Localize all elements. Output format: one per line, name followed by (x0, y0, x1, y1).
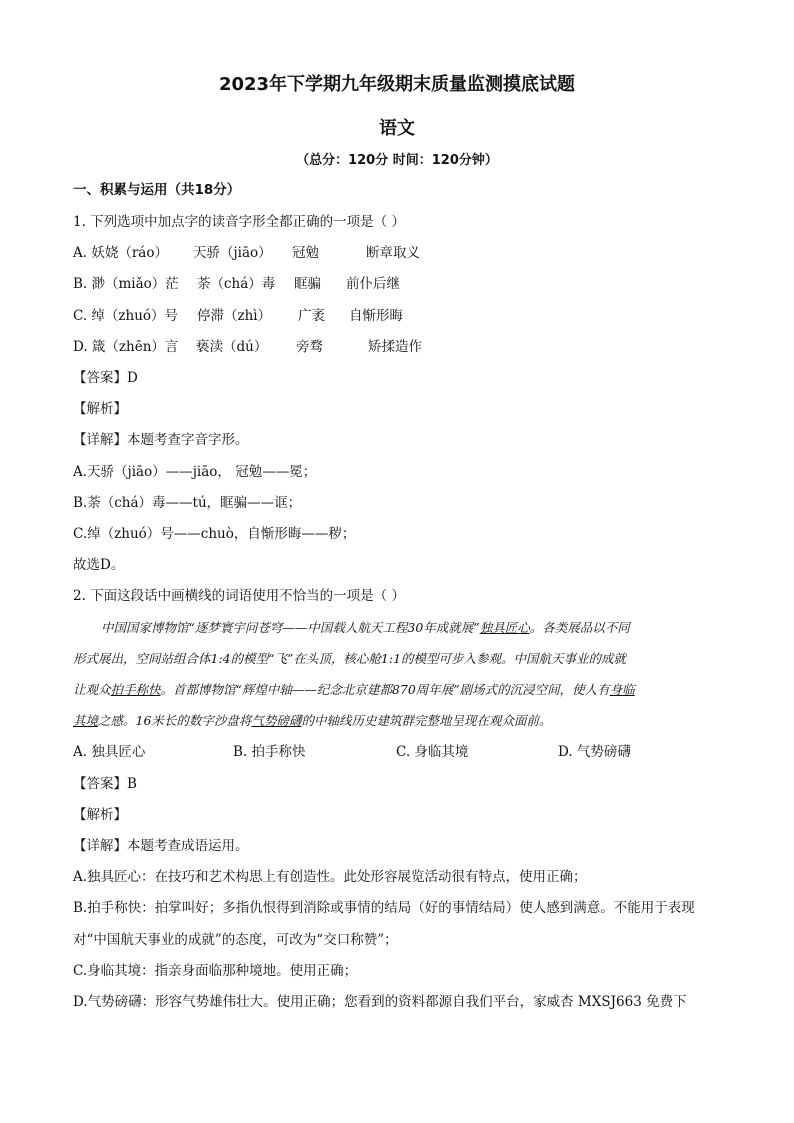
q2-option: C. 身临其境 (396, 744, 469, 760)
option-part: 旁骛 (296, 339, 323, 355)
passage-text: 。各类展品以不同 (529, 620, 630, 635)
option-part: 矫揉造作 (368, 339, 422, 355)
passage-text: 。首都博物馆“辉煌中轴——纪念北京建都870周年展”剧场式的沉浸空间，使人有 (160, 682, 610, 697)
underlined-phrase: 气势磅礴 (251, 713, 302, 728)
passage-text: 中国国家博物馆“逐梦寰宇问苍穹——中国载人航天工程30年成就展” (101, 620, 480, 635)
passage-text: 的中轴线历史建筑群完整地呈现在观众面前。 (301, 713, 552, 728)
q2-options (73, 742, 631, 762)
option-part: 荼（chá）毒 (197, 276, 276, 292)
q2-explanation-line: 对“中国航天事业的成就”的态度，可改为“交口称赞”； (73, 932, 398, 948)
section-heading: 一、积累与运用（共18分） (73, 182, 241, 198)
passage-text: 之感。16米长的数字沙盘将 (98, 713, 252, 728)
option-part: 冠勉 (292, 245, 319, 261)
option-part: 停滞（zhì） (197, 308, 272, 324)
q1-option-c (73, 306, 403, 326)
q1-detail: 【详解】本题考查字音字形。 (73, 432, 249, 448)
underlined-phrase: 其境 (73, 713, 99, 728)
q2-explanation-line: B.拍手称快：拍掌叫好；多指仇恨得到消除或事情的结局（好的事情结局）使人感到满意。不能用于表现 (73, 900, 695, 916)
q2-passage-line (73, 711, 551, 731)
option-part: 眶骗 (294, 276, 321, 292)
q2-detail: 【详解】本题考查成语运用。 (73, 838, 249, 854)
q2-answer: 【答案】B (73, 776, 137, 792)
option-part: 天骄（jiāo） (193, 245, 272, 261)
q1-answer: 【答案】D (73, 370, 138, 386)
q1-stem: 1. 下列选项中加点字的读音字形全都正确的一项是（ ） (73, 214, 405, 230)
q1-explanation-line: B.荼（chá）毒——tú，眶骗——诓； (73, 495, 302, 511)
option-part: C. 绰（zhuó）号 (73, 308, 179, 324)
option-part: A. 妖娆（ráo） (73, 245, 168, 261)
q2-option: A. 独具匠心 (73, 744, 146, 760)
q1-explanation-line: 故选D。 (73, 557, 125, 573)
q2-stem: 2. 下面这段话中画横线的词语使用不恰当的一项是（ ） (73, 588, 405, 604)
option-part: 广袤 (298, 308, 325, 324)
q1-analysis: 【解析】 (73, 401, 127, 417)
q2-analysis: 【解析】 (73, 807, 127, 823)
option-part: 自惭形晦 (349, 308, 403, 324)
exam-info: （总分：120分 时间：120分钟） (296, 153, 498, 168)
exam-title: 2023年下学期九年级期末质量监测摸底试题 (218, 74, 576, 95)
q2-passage-line: 形式展出，空间站组合体1:4的模型“飞”在头顶，核心舱1:1的模型可步入参观。中国航天事业的成就 (73, 651, 627, 666)
subject-title: 语文 (379, 118, 415, 139)
q1-option-b (73, 274, 400, 294)
q1-option-d (73, 337, 422, 357)
q1-option-a (73, 243, 420, 263)
option-part: 断章取义 (366, 245, 420, 261)
q1-explanation-line: C.绰（zhuó）号——chuò，自惭形晦——秽； (73, 526, 356, 542)
underlined-phrase: 独具匠心 (479, 620, 530, 635)
passage-text: 让观众 (73, 682, 111, 697)
option-part: D. 箴（zhēn）言 (73, 339, 179, 355)
q1-explanation-line: A.天骄（jiāo）——jiāo， 冠勉——冕； (73, 464, 317, 480)
option-part: 前仆后继 (346, 276, 400, 292)
option-part: 亵渎（dú） (196, 339, 268, 355)
q2-explanation-line: A.独具匠心：在技巧和艺术构思上有创造性。此处形容展览活动很有特点，使用正确； (73, 869, 587, 885)
q2-explanation-line: D.气势磅礴：形容气势雄伟壮大。使用正确；您看到的资料都源自我们平台，家威杏 MXSJ663 免费下 (73, 994, 687, 1010)
underlined-phrase: 拍手称快 (110, 682, 161, 697)
q2-option: B. 拍手称快 (233, 744, 306, 760)
q2-passage-line (73, 680, 635, 700)
option-part: B. 渺（miǎo）茫 (73, 276, 179, 292)
q2-option: D. 气势磅礴 (558, 744, 631, 760)
underlined-phrase: 身临 (609, 682, 635, 697)
q2-passage-line (101, 618, 630, 638)
q2-explanation-line: C.身临其境：指亲身面临那种境地。使用正确； (73, 963, 358, 979)
